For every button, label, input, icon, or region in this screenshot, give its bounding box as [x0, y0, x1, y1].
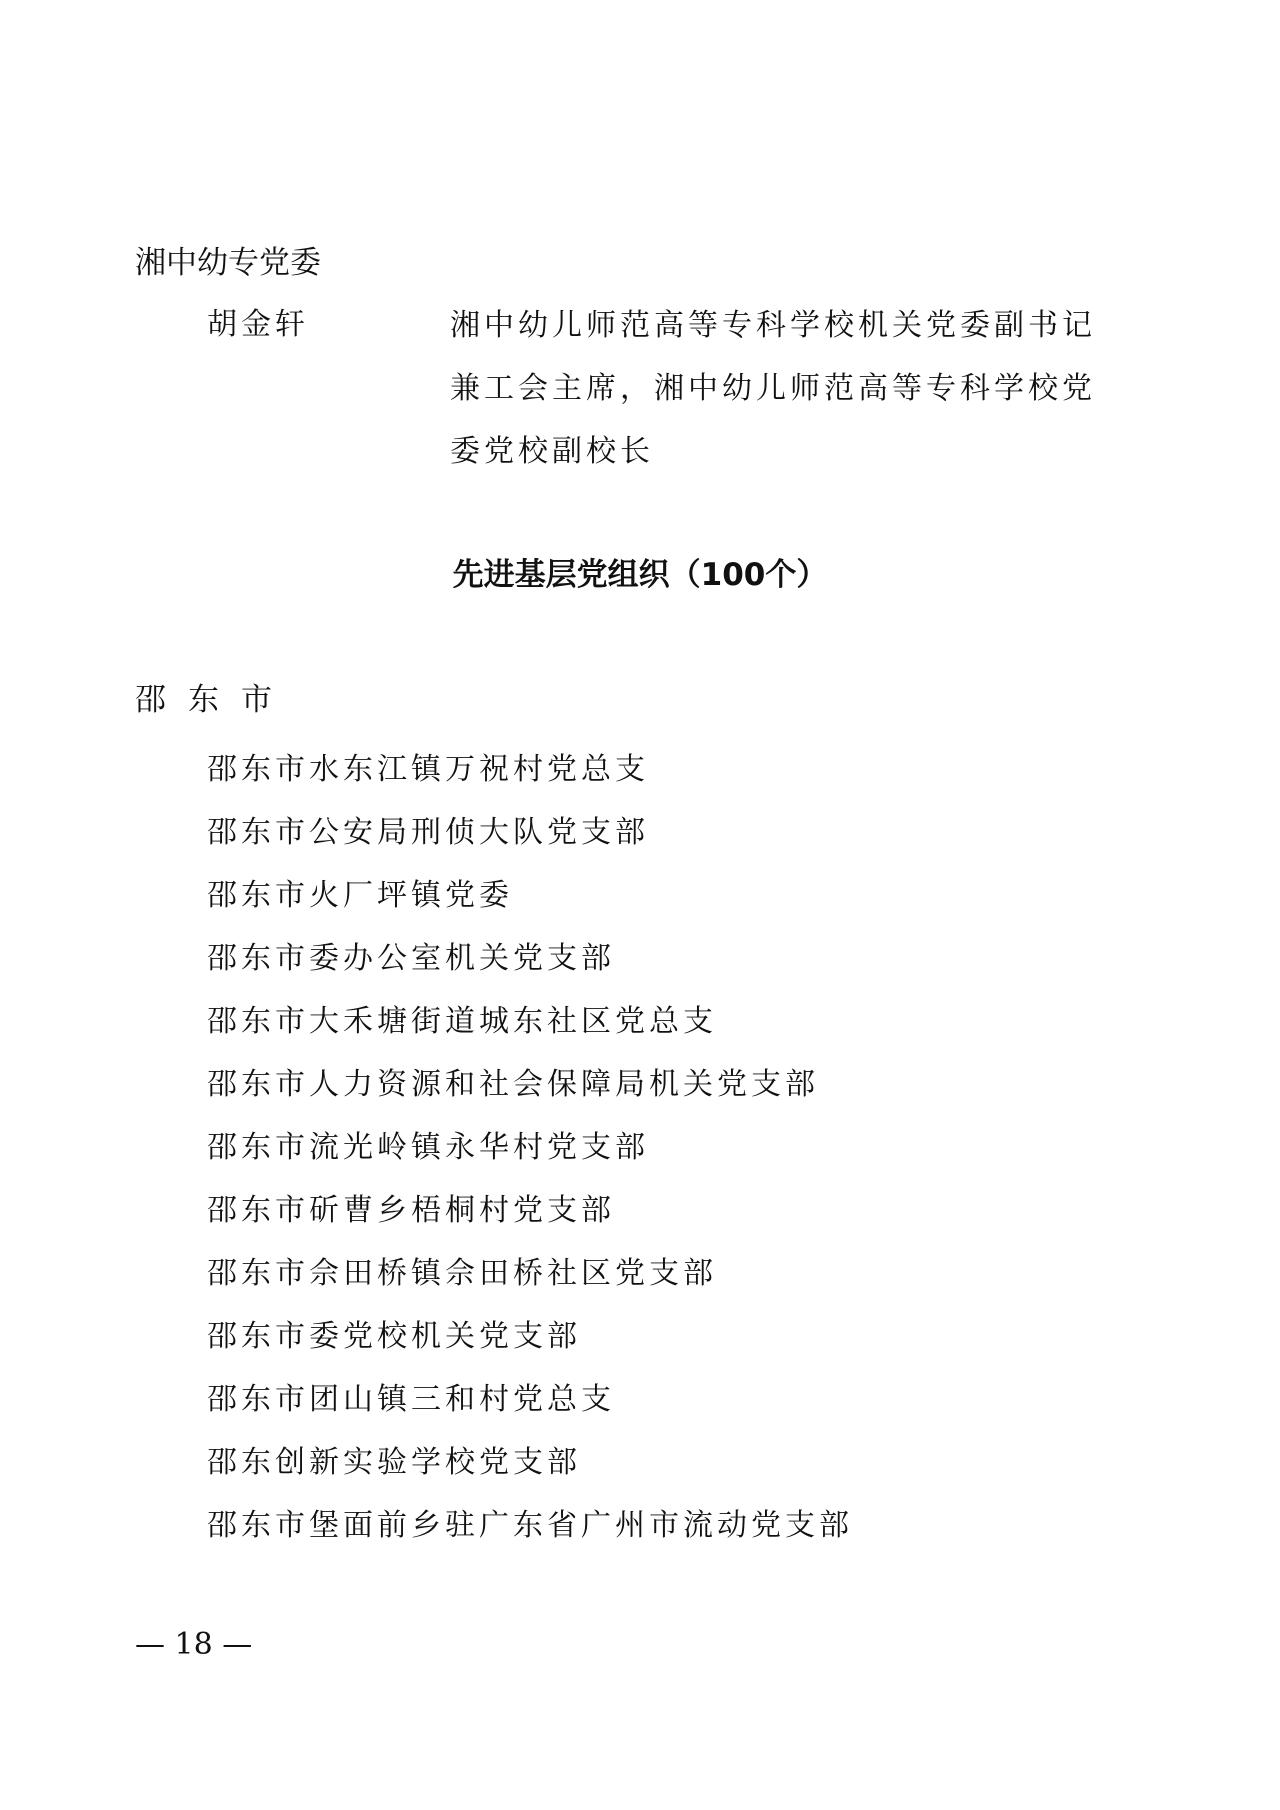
list-item: 邵东市火厂坪镇党委: [207, 878, 513, 913]
person-title: 湘中幼儿师范高等专科学校机关党委副书记兼工会主席，湘中幼儿师范高等专科学校党委党校副校长: [450, 308, 1096, 469]
list-item: 邵东市公安局刑侦大队党支部: [207, 815, 649, 850]
list-item: 邵东市水东江镇万祝村党总支: [207, 752, 649, 787]
list-item: 邵东市人力资源和社会保障局机关党支部: [207, 1067, 819, 1102]
list-item: 邵东创新实验学校党支部: [207, 1445, 581, 1480]
list-item: 邵东市斫曹乡梧桐村党支部: [207, 1193, 615, 1228]
list-item: 邵东市大禾塘街道城东社区党总支: [207, 1004, 717, 1039]
section-title: 先进基层党组织（100个）: [452, 557, 828, 593]
page-number: — 18 —: [135, 1627, 253, 1662]
list-item: 邵东市流光岭镇永华村党支部: [207, 1130, 649, 1165]
person-name: 胡金轩: [207, 307, 309, 342]
list-item: 邵东市佘田桥镇佘田桥社区党支部: [207, 1256, 717, 1291]
list-item: 邵东市委办公室机关党支部: [207, 941, 615, 976]
list-item: 邵东市委党校机关党支部: [207, 1319, 581, 1354]
list-item: 邵东市团山镇三和村党总支: [207, 1382, 615, 1417]
city-heading: 邵东市: [135, 682, 294, 718]
organization-list: [207, 738, 853, 1557]
list-item: 邵东市堡面前乡驻广东省广州市流动党支部: [207, 1508, 853, 1543]
unit-heading: 湘中幼专党委: [135, 245, 321, 281]
